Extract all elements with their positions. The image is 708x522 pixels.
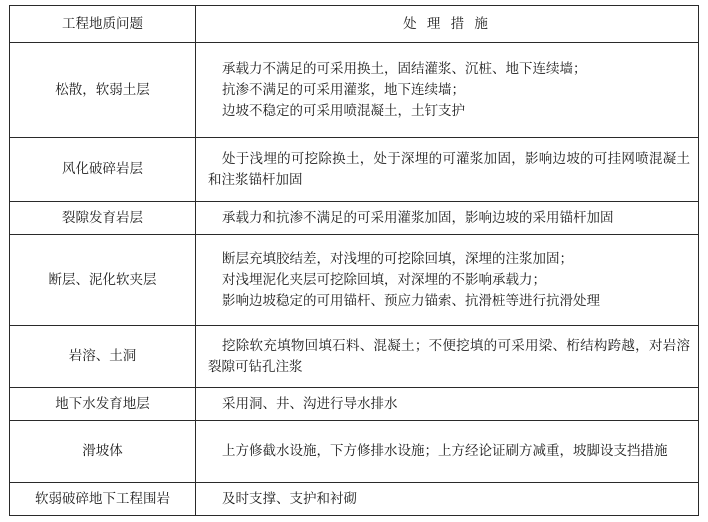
problem-cell: 软弱破碎地下工程围岩 bbox=[10, 483, 196, 516]
measure-line: 影响边坡稳定的可用锚杆、预应力锚索、抗滑桩等进行抗滑处理 bbox=[222, 292, 600, 309]
problem-cell: 地下水发育地层 bbox=[10, 388, 196, 421]
problem-cell: 断层、泥化软夹层 bbox=[10, 235, 196, 326]
measure-text: 挖除软充填物回填石料、混凝土；不便挖填的可采用梁、桁结构跨越，对岩溶裂隙可钻孔注浆 bbox=[208, 337, 690, 375]
measure-cell bbox=[196, 421, 699, 483]
table-header-row bbox=[10, 6, 699, 43]
geology-treatment-table bbox=[9, 5, 699, 516]
measure-cell bbox=[196, 43, 699, 138]
table-row bbox=[10, 326, 699, 388]
geology-table-container bbox=[9, 5, 698, 516]
problem-cell: 裂隙发育岩层 bbox=[10, 202, 196, 235]
table-row bbox=[10, 388, 699, 421]
problem-cell: 岩溶、土洞 bbox=[10, 326, 196, 388]
problem-cell: 风化破碎岩层 bbox=[10, 138, 196, 202]
header-problem: 工程地质问题 bbox=[10, 6, 196, 43]
measure-text: 上方修截水设施，下方修排水设施；上方经论证刷方减重，坡脚设支挡措施 bbox=[222, 443, 668, 459]
measure-line: 边坡不稳定的可采用喷混凝土，土钉支护 bbox=[222, 102, 465, 119]
measure-line: 承载力不满足的可采用换土，固结灌浆、沉桩、地下连续墙； bbox=[222, 60, 587, 77]
table-row bbox=[10, 421, 699, 483]
table-row bbox=[10, 235, 699, 326]
table-row bbox=[10, 202, 699, 235]
measure-line: 抗渗不满足的可采用灌浆，地下连续墙； bbox=[222, 81, 465, 98]
header-measures: 处 理 措 施 bbox=[196, 6, 699, 43]
measure-line: 断层充填胶结差，对浅埋的可挖除回填，深埋的注浆加固； bbox=[222, 250, 573, 267]
problem-cell: 滑坡体 bbox=[10, 421, 196, 483]
measure-cell bbox=[196, 235, 699, 326]
measure-text: 处于浅埋的可挖除换土，处于深埋的可灌浆加固，影响边坡的可挂网喷混凝土和注浆锚杆加固 bbox=[208, 150, 690, 188]
measure-cell bbox=[196, 202, 699, 235]
measure-cell bbox=[196, 138, 699, 202]
measure-cell bbox=[196, 388, 699, 421]
measure-cell bbox=[196, 483, 699, 516]
measure-line: 对浅埋泥化夹层可挖除回填，对深埋的不影响承载力； bbox=[222, 271, 546, 288]
measure-text: 承载力和抗渗不满足的可采用灌浆加固，影响边坡的采用锚杆加固 bbox=[222, 209, 614, 226]
problem-cell: 松散，软弱土层 bbox=[10, 43, 196, 138]
measure-text: 采用洞、井、沟进行导水排水 bbox=[222, 395, 398, 412]
table-row bbox=[10, 43, 699, 138]
measure-cell bbox=[196, 326, 699, 388]
table-row bbox=[10, 483, 699, 516]
table-row bbox=[10, 138, 699, 202]
measure-text: 及时支撑、支护和衬砌 bbox=[222, 490, 357, 507]
